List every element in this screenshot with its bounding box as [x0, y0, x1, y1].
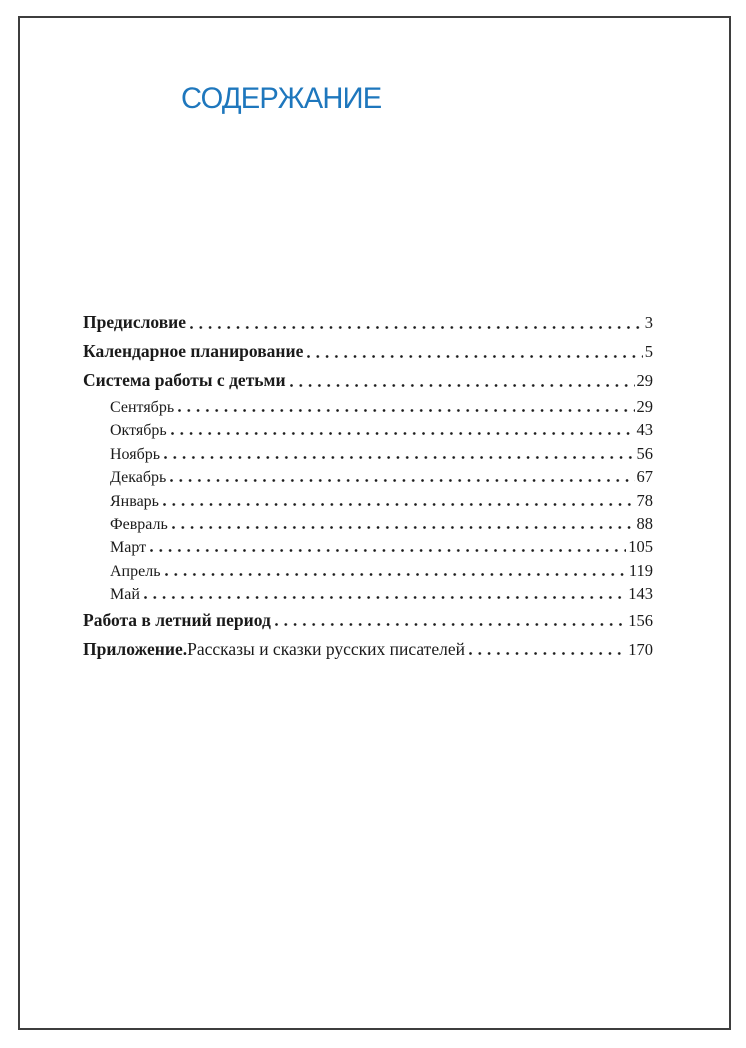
toc-entry-page-number: 156 — [628, 610, 653, 630]
toc-entry-page-number: 67 — [636, 467, 653, 487]
toc-entry-title: Январь — [110, 492, 159, 510]
toc-entry-title: Ноябрь — [110, 445, 161, 463]
toc-list — [83, 308, 653, 664]
toc-entry — [83, 489, 653, 512]
toc-entry-page-number: 29 — [636, 371, 653, 390]
page-frame — [18, 16, 731, 1030]
dot-leader-icon — [170, 465, 634, 488]
toc-entry-page-number: 88 — [636, 513, 653, 533]
toc-entry-title: Декабрь — [110, 469, 167, 487]
toc-entry — [83, 465, 653, 488]
toc-entry — [83, 418, 653, 441]
dot-leader-icon — [163, 489, 635, 512]
dot-leader-icon — [290, 366, 635, 395]
toc-entry-title: Октябрь — [110, 422, 167, 440]
toc-entry-page-number: 105 — [628, 537, 653, 557]
toc-entry-title-bold: Система работы с детьми — [83, 370, 286, 390]
dot-leader-icon — [178, 395, 634, 418]
toc-entry-page-number: 119 — [628, 560, 653, 580]
dot-leader-icon — [171, 418, 635, 441]
toc-entry-page-number: 29 — [636, 397, 653, 416]
toc-entry-page-number: 3 — [644, 313, 653, 332]
toc-entry — [83, 582, 653, 605]
toc-entry — [83, 308, 653, 337]
toc-entry-title: Апрель — [110, 562, 161, 580]
toc-entry-title: Сентябрь — [110, 399, 175, 416]
toc-entry-title-bold: Календарное планирование — [83, 341, 304, 361]
toc-entry — [83, 606, 653, 635]
toc-entry-title: Февраль — [110, 515, 168, 533]
toc-entry-page-number: 170 — [628, 639, 653, 659]
dot-leader-icon — [144, 582, 626, 605]
dot-leader-icon — [165, 559, 627, 582]
page-title: СОДЕРЖАНИЕ — [181, 82, 382, 115]
toc-entry-title-bold: Работа в летний период — [83, 609, 271, 630]
toc-entry — [83, 512, 653, 535]
toc-entry — [83, 395, 653, 418]
toc-entry — [83, 559, 653, 582]
toc-entry-title: Рассказы и сказки русских писателей — [187, 638, 465, 659]
toc-entry — [83, 337, 653, 366]
dot-leader-icon — [150, 535, 626, 558]
toc-entry — [83, 366, 653, 395]
toc-entry-title-bold: Предисловие — [83, 312, 187, 332]
dot-leader-icon — [469, 635, 626, 664]
toc-entry — [83, 535, 653, 558]
toc-entry-title-bold: Приложение. — [83, 638, 188, 659]
toc-entry-page-number: 78 — [636, 490, 653, 510]
toc-entry-page-number: 56 — [636, 443, 653, 463]
toc-entry-page-number: 5 — [644, 342, 653, 361]
toc-entry-page-number: 143 — [628, 584, 653, 604]
dot-leader-icon — [275, 606, 626, 635]
toc-entry — [83, 635, 653, 664]
toc-entry-title: Март — [110, 539, 147, 557]
toc-entry-page-number: 43 — [636, 420, 653, 440]
toc-entry-title: Май — [110, 586, 140, 604]
dot-leader-icon — [307, 337, 642, 366]
toc-entry — [83, 442, 653, 465]
dot-leader-icon — [164, 442, 634, 465]
dot-leader-icon — [172, 512, 635, 535]
dot-leader-icon — [190, 308, 643, 337]
